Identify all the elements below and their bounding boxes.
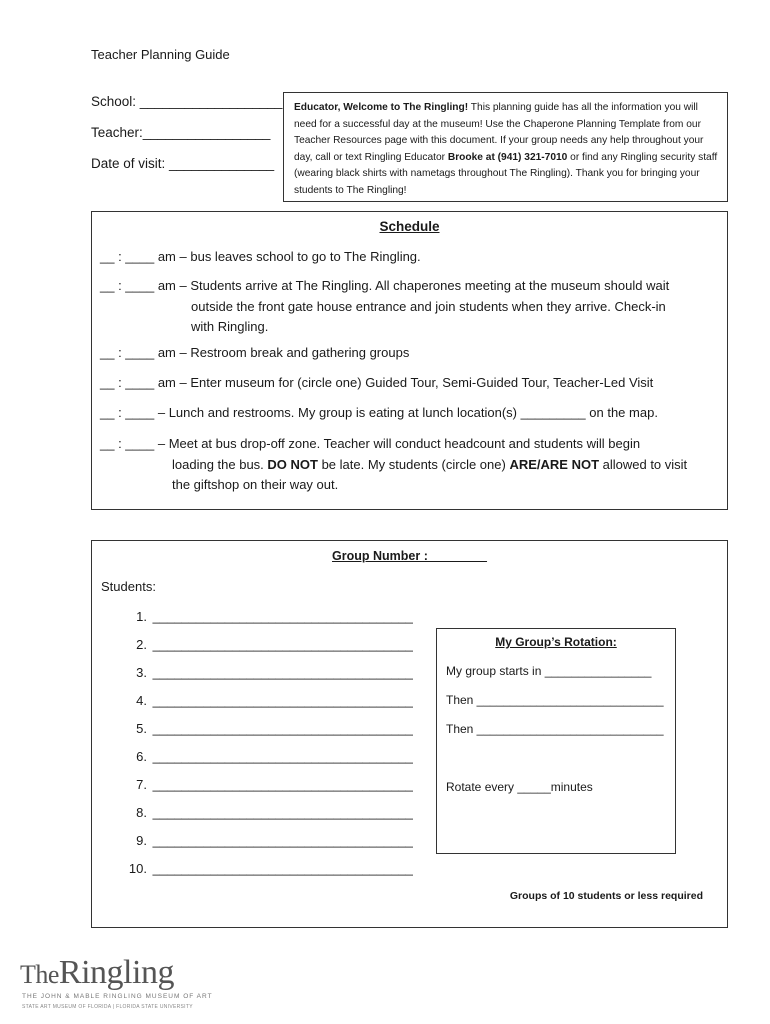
student-row-9[interactable]: [123, 833, 413, 848]
schedule-row-enter-museum: [100, 373, 653, 394]
student-name-blank[interactable]: ____________________________________: [152, 609, 413, 624]
student-number: 3.: [136, 665, 147, 680]
student-row-1[interactable]: [123, 609, 413, 624]
students-label: Students:: [101, 579, 156, 594]
intro-text-2: or find any Ringling security staff (wearing black shirts with nametags throughout The Ringling). Thank you for bringing your students to The Ringling!: [294, 151, 718, 196]
student-name-blank[interactable]: ____________________________________: [152, 693, 413, 708]
student-number: 5.: [136, 721, 147, 736]
student-row-6[interactable]: [123, 749, 413, 764]
teacher-field[interactable]: Teacher:_________________: [91, 125, 271, 140]
intro-text-1: This planning guide has all the information you will need for a successful day at the museum! Use the Chaperone Planning Template from our Teacher Resources page with this document. If your group needs any help throughout your day, call or text Ringling Educator: [294, 102, 704, 163]
student-row-4[interactable]: [123, 693, 413, 708]
group-box: [91, 540, 728, 928]
do-not-emphasis: DO NOT: [267, 456, 318, 472]
schedule-title: Schedule: [379, 219, 440, 234]
rotation-then-field-1[interactable]: Then ____________________________: [446, 693, 664, 707]
group-number-title: Group Number : ________: [332, 549, 487, 563]
student-name-blank[interactable]: ____________________________________: [152, 833, 413, 848]
schedule-row-text: bus leaves school to go to The Ringling.: [190, 249, 421, 264]
schedule-row-bus-dropoff: [100, 434, 720, 496]
student-number: 6.: [136, 749, 147, 764]
schedule-row-text: Students arrive at The Ringling. All chaperones meeting at the museum should wait: [190, 278, 670, 293]
student-name-blank[interactable]: ____________________________________: [152, 637, 413, 652]
student-name-blank[interactable]: ____________________________________: [152, 721, 413, 736]
schedule-row-bus-leaves: [100, 247, 421, 268]
intro-box: [283, 92, 728, 202]
schedule-time-blank[interactable]: __ : ____ –: [100, 405, 166, 420]
rotation-then-field-2[interactable]: Then ____________________________: [446, 722, 664, 736]
student-name-blank[interactable]: ____________________________________: [152, 749, 413, 764]
schedule-time-blank[interactable]: __ : ____ am –: [100, 375, 187, 390]
student-name-blank[interactable]: ____________________________________: [152, 861, 413, 876]
schedule-row-text: the giftshop on their way out.: [172, 477, 339, 492]
schedule-row-arrive: [100, 276, 720, 338]
schedule-row-text: outside the front gate house entrance and join students when they arrive. Check-in: [191, 298, 666, 314]
schedule-row-text: with Ringling.: [191, 319, 269, 334]
schedule-text-part: be late. My students (circle one): [317, 456, 510, 472]
schedule-time-blank[interactable]: __ : ____ am –: [100, 345, 187, 360]
logo-affiliation: STATE ART MUSEUM OF FLORIDA | FLORIDA STATE UNIVERSITY: [22, 1004, 193, 1010]
group-size-note: Groups of 10 students or less required: [509, 890, 703, 902]
schedule-row-text: Restroom break and gathering groups: [190, 345, 410, 360]
schedule-box: [91, 211, 728, 510]
date-of-visit-field[interactable]: Date of visit: ______________: [91, 156, 275, 171]
student-row-7[interactable]: [123, 777, 413, 792]
are-are-not-choice[interactable]: ARE/ARE NOT: [509, 456, 600, 472]
rotation-starts-field[interactable]: My group starts in ________________: [446, 664, 652, 678]
ringling-logo: [20, 954, 213, 1016]
schedule-row-restroom: [100, 343, 409, 364]
schedule-row-text: Lunch and restrooms. My group is eating at lunch location(s) _________ on the map.: [168, 405, 658, 420]
logo-subtitle: THE JOHN & MABLE RINGLING MUSEUM OF ART: [22, 993, 213, 1000]
student-name-blank[interactable]: ____________________________________: [152, 805, 413, 820]
intro-lead: Educator, Welcome to The Ringling!: [294, 102, 469, 113]
student-number: 4.: [136, 693, 147, 708]
schedule-time-blank[interactable]: __ : ____ –: [100, 436, 166, 451]
student-row-2[interactable]: [123, 637, 413, 652]
intro-contact: Brooke at (941) 321-7010: [447, 151, 568, 163]
student-number: 10.: [128, 861, 147, 876]
student-number: 2.: [136, 637, 147, 652]
logo-ringling: Ringling: [58, 954, 174, 991]
document-title: Teacher Planning Guide: [91, 47, 230, 62]
schedule-time-blank[interactable]: __ : ____ am –: [100, 278, 187, 293]
schedule-row-text: [100, 455, 720, 476]
school-field[interactable]: School: ___________________: [91, 94, 283, 109]
student-number: 1.: [136, 609, 147, 624]
schedule-time-blank[interactable]: __ : ____ am –: [100, 249, 187, 264]
student-number: 9.: [136, 833, 147, 848]
logo-the: The: [20, 960, 59, 989]
rotate-every-field[interactable]: Rotate every _____minutes: [446, 780, 593, 794]
logo-wordmark: [20, 954, 174, 992]
schedule-row-text: Enter museum for (circle one) Guided Tour, Semi-Guided Tour, Teacher-Led Visit: [190, 375, 654, 390]
schedule-row-text: Meet at bus drop-off zone. Teacher will conduct headcount and students will begin: [168, 436, 641, 451]
rotation-box: [436, 628, 676, 854]
rotation-title: My Group’s Rotation:: [495, 635, 617, 649]
student-row-3[interactable]: [123, 665, 413, 680]
student-number: 8.: [136, 805, 147, 820]
student-row-8[interactable]: [123, 805, 413, 820]
student-number: 7.: [136, 777, 147, 792]
student-name-blank[interactable]: ____________________________________: [152, 777, 413, 792]
student-name-blank[interactable]: ____________________________________: [152, 665, 413, 680]
schedule-text-part: allowed to visit: [599, 456, 688, 472]
student-row-10[interactable]: [123, 861, 413, 876]
schedule-text-part: loading the bus.: [172, 456, 268, 472]
student-row-5[interactable]: [123, 721, 413, 736]
schedule-row-lunch: [100, 403, 658, 424]
